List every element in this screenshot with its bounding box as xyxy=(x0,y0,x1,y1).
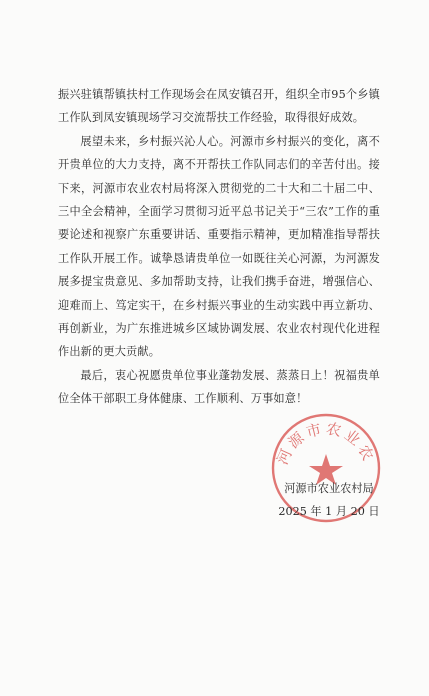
paragraph-continued: 振兴驻镇帮镇扶村工作现场会在凤安镇召开，组织全市95个乡镇工作队到凤安镇现场学习交流帮扶工作经验，取得很好成效。 xyxy=(58,88,380,125)
letter-body xyxy=(58,83,380,411)
paragraph-outlook: 展望未来，乡村振兴沁人心。河源市乡村振兴的变化，离不开贵单位的大力支持，离不开帮扶工作队同志们的辛苦付出。接下来，河源市农业农村局将深入贯彻党的二十大和二十届二中、三中全会精神，全面学习贯彻习近平总书记关于“三农”工作的重要论述和视察广东重要讲话、重要指示精神，更加精准指导帮扶工作队开展工作。诚挚恳请贵单位一如既往关心河源，为河源发展多提宝贵意见、多加帮助支持，让我们携手奋进，增强信心、迎难而上、笃定实干，在乡村振兴事业的生动实践中再立新功、再创新业，为广东推进城乡区域协调发展、农业农村现代化进程作出新的更大贡献。 xyxy=(58,134,380,359)
paragraph-closing: 最后，衷心祝愿贵单位事业蓬勃发展、蒸蒸日上！祝福贵单位全体干部职工身体健康、工作顺利、万事如意！ xyxy=(58,368,380,406)
signature-block xyxy=(270,477,388,524)
seal-text: 河源市农业农 xyxy=(273,419,379,468)
signature-org: 河源市农业农村局 xyxy=(284,482,374,495)
signature-date: 2025 年 1 月 20 日 xyxy=(278,505,380,519)
